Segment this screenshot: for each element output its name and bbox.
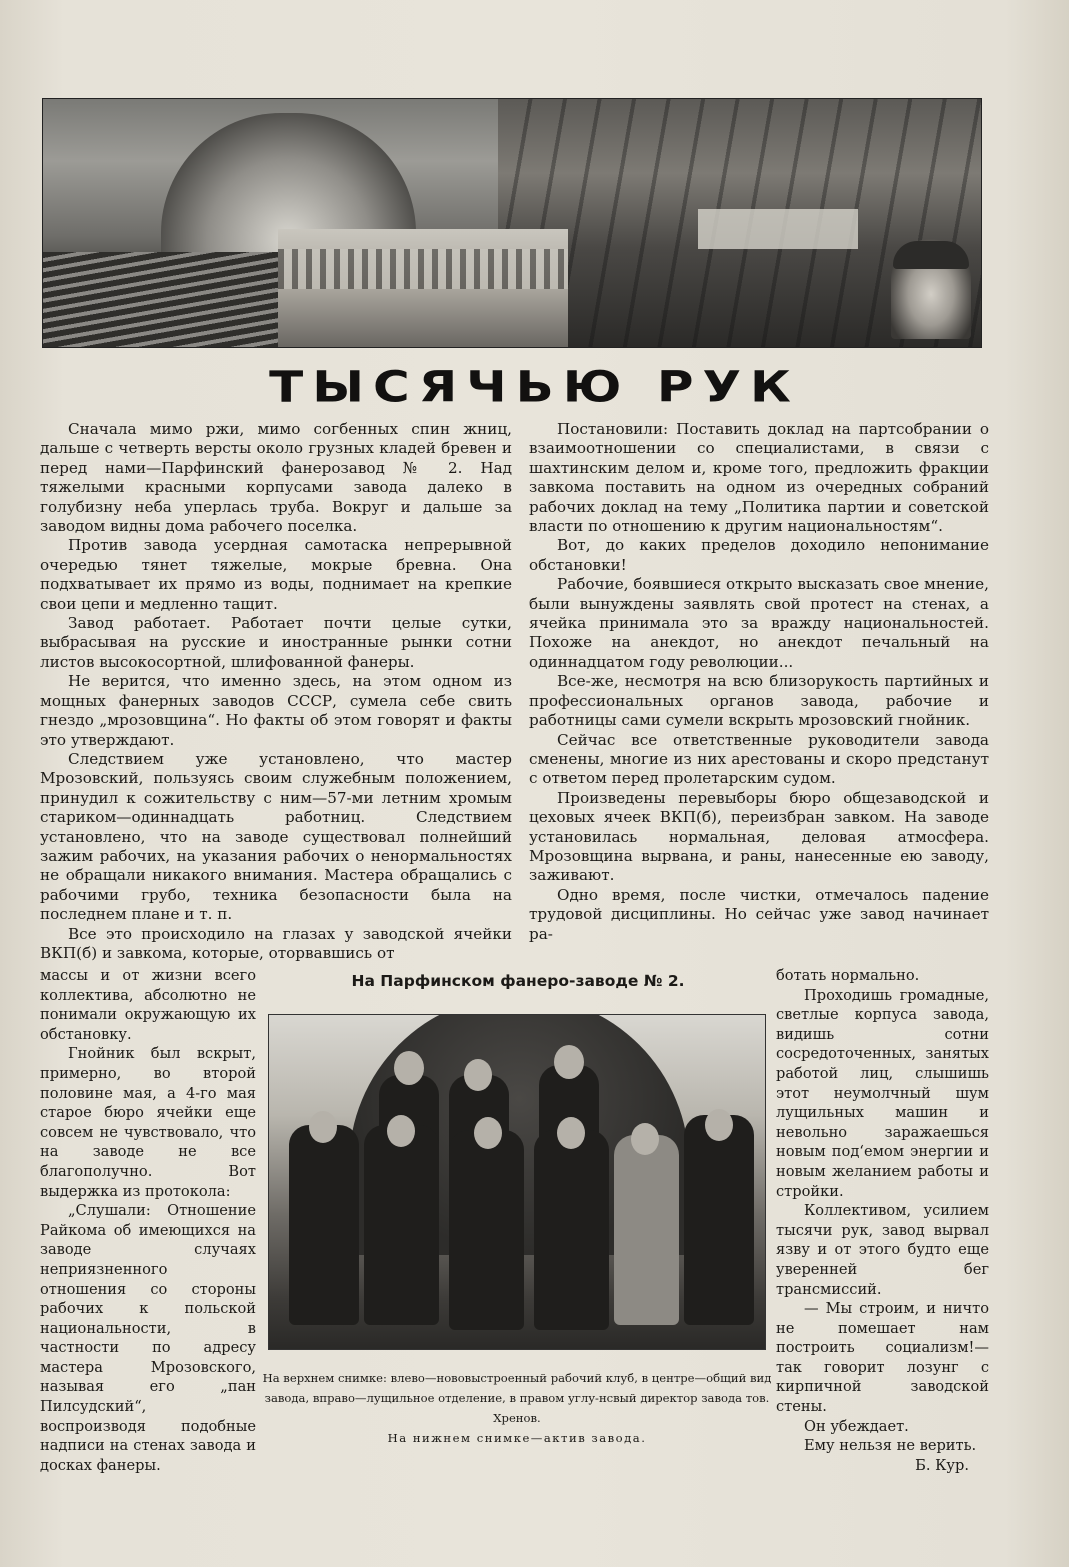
director-portrait bbox=[891, 239, 971, 339]
face bbox=[557, 1117, 585, 1149]
caption-top-photo: На верхнем снимке: влево—нововыстроенный рабочий клуб, в центре—общий вид завода, вправо—лущильное отделение, в правом углу-нсвый директор завода тов. Хренов. bbox=[262, 1371, 772, 1425]
right-narrow-column bbox=[776, 966, 989, 1475]
paragraph: Следствием уже установлено, что мастер Мрозовский, пользуясь своим служебным положением, принудил к сожительству с ним—57-ми летним хромым стариком—одиннадцать работниц. Следствием установлено, что на заводе существовал полнейший зажим рабочих, на указания рабочих о ненормальностях не обращали никакого внимания. Мастера обращались с рабочими грубо, техника безопасности была на последнем плане и т. п. bbox=[40, 749, 512, 924]
person-figure bbox=[684, 1115, 754, 1325]
person-figure bbox=[289, 1125, 359, 1325]
factory-windows bbox=[278, 249, 568, 289]
paragraph: Завод работает. Работает почти целые сутки, выбрасывая на русские и иностранные рынки сотни листов высокосортной, шлифованной фанеры. bbox=[40, 614, 512, 671]
paragraph: Не верится, что именно здесь, на этом одном из мощных фанерных заводов СССР, сумела себе свить гнездо „мрозовщина“. Но факты об этом говорят и факты это утверждают. bbox=[40, 672, 512, 749]
paragraph: — Мы строим, и ничто не помешает нам построить социализм!— так говорит лозунг с кирпичной заводской стены. bbox=[776, 1300, 989, 1416]
person-figure bbox=[364, 1125, 439, 1325]
face bbox=[387, 1115, 415, 1147]
paragraph: массы и от жизни всего коллектива, абсолютно не понимали окружающую их обстановку. bbox=[40, 967, 256, 1043]
person-figure bbox=[534, 1130, 609, 1330]
factory-view-photo bbox=[278, 229, 568, 347]
face bbox=[464, 1059, 492, 1091]
left-narrow-column bbox=[40, 966, 256, 1475]
paragraph: Все-же, несмотря на всю близорукость партийных и профессиональных органов завода, рабочие и работницы сами сумели вскрыть мрозовский гнойник. bbox=[529, 672, 989, 730]
paragraph: Вот, до каких пределов доходило непонимание обстановки! bbox=[529, 536, 989, 574]
group-photo bbox=[268, 1014, 766, 1350]
paragraph: Он убеждает. bbox=[804, 1417, 909, 1435]
person-figure bbox=[614, 1135, 679, 1325]
face bbox=[474, 1117, 502, 1149]
paragraph: Коллективом, усилием тысячи рук, завод вырвал язву и от этого будто еще уверенней бег трансмиссий. bbox=[776, 1202, 989, 1298]
photo-caption bbox=[262, 1368, 772, 1448]
left-column bbox=[40, 420, 512, 963]
face bbox=[309, 1111, 337, 1143]
paragraph: Постановили: Поставить доклад на партсобрании о взаимоотношении со специалистами, в связи с шахтинским делом и, кроме того, предложить фракции завкома поставить на одном из очередных собраний рабочих доклад на тему „Политика партии и советской власти по отношению к другим национальностям“. bbox=[529, 420, 989, 536]
paragraph: Сейчас все ответственные руководители завода сменены, многие из них арестованы и скоро предстанут с ответом перед пролетарским судом. bbox=[529, 730, 989, 788]
author-signature: Б. Кур. bbox=[915, 1456, 969, 1474]
shop-tables bbox=[698, 209, 858, 249]
paragraph: Сначала мимо ржи, мимо согбенных спин жниц, дальше с четверть версты около грузных кладей бревен и перед нами—Парфинский фанерозавод № 2. Над тяжелыми красными корпусами завода далеко в голубизну неба уперлась труба. Вокруг и дальше за заводом видны дома рабочего поселка. bbox=[40, 420, 512, 536]
person-figure bbox=[449, 1130, 524, 1330]
photo-heading: На Парфинском фанеро-заводе № 2. bbox=[351, 972, 685, 990]
banner-photo bbox=[42, 98, 982, 348]
paragraph: Рабочие, боявшиеся открыто высказать свое мнение, были вынуждены заявлять свой протест на стенах, а ячейка принимала это за вражду национальностей. Похоже на анекдот, но анекдот печальный на одиннадцатом году революции... bbox=[529, 575, 989, 671]
article-title: ТЫСЯЧЬЮ РУК bbox=[269, 362, 800, 412]
paragraph: „Слушали: Отношение Райкома об имеющихся на заводе случаях неприязненного отношения со стороны рабочих к польской национальности, в частности по адресу мастера Мрозовского, называя его „пан Пилсудский“, воспроизводя подобные надписи на стенах завода и досках фанеры. bbox=[40, 1202, 256, 1474]
right-column bbox=[529, 420, 989, 944]
club-benches bbox=[43, 252, 283, 347]
paragraph: ботать нормально. bbox=[776, 967, 920, 984]
paragraph: Против завода усердная самотаска непрерывной очередью тянет тяжелые, мокрые бревна. Она подхватывает их прямо из воды, поднимает на крепкие свои цепи и медленно тащит. bbox=[40, 536, 512, 613]
portrait-cap bbox=[893, 241, 969, 269]
face bbox=[554, 1045, 584, 1079]
caption-bottom-photo: На нижнем снимке—актив завода. bbox=[387, 1431, 647, 1445]
face bbox=[394, 1051, 424, 1085]
face bbox=[705, 1109, 733, 1141]
paragraph: Гнойник был вскрыт, примерно, во второй половине мая, а 4-го мая старое бюро ячейки еще совсем не чувствовало, что на заводе не все благополучно. Вот выдержка из протокола: bbox=[40, 1045, 256, 1200]
paragraph: Проходишь громадные, светлые корпуса завода, видишь сотни сосредоточенных, занятых работой лиц, слышишь этот неумолчный шум лущильных машин и невольно заражаешься новым под‘емом энергии и новым желанием работы и стройки. bbox=[776, 986, 989, 1200]
paragraph: Все это происходило на глазах у заводской ячейки ВКП(б) и завкома, которые, оторвавшись от bbox=[40, 924, 512, 962]
paragraph: Одно время, после чистки, отмечалось падение трудовой дисциплины. Но сейчас уже завод начинает ра- bbox=[529, 885, 989, 943]
paragraph: Произведены перевыборы бюро общезаводской и цеховых ячеек ВКП(б), переизбран завком. На заводе установилась нормальная, деловая атмосфера. Мрозовщина вырвана, и раны, нанесенные ею заводу, заживают. bbox=[529, 788, 989, 885]
face bbox=[631, 1123, 659, 1155]
paragraph: Ему нельзя не верить. bbox=[804, 1437, 977, 1455]
